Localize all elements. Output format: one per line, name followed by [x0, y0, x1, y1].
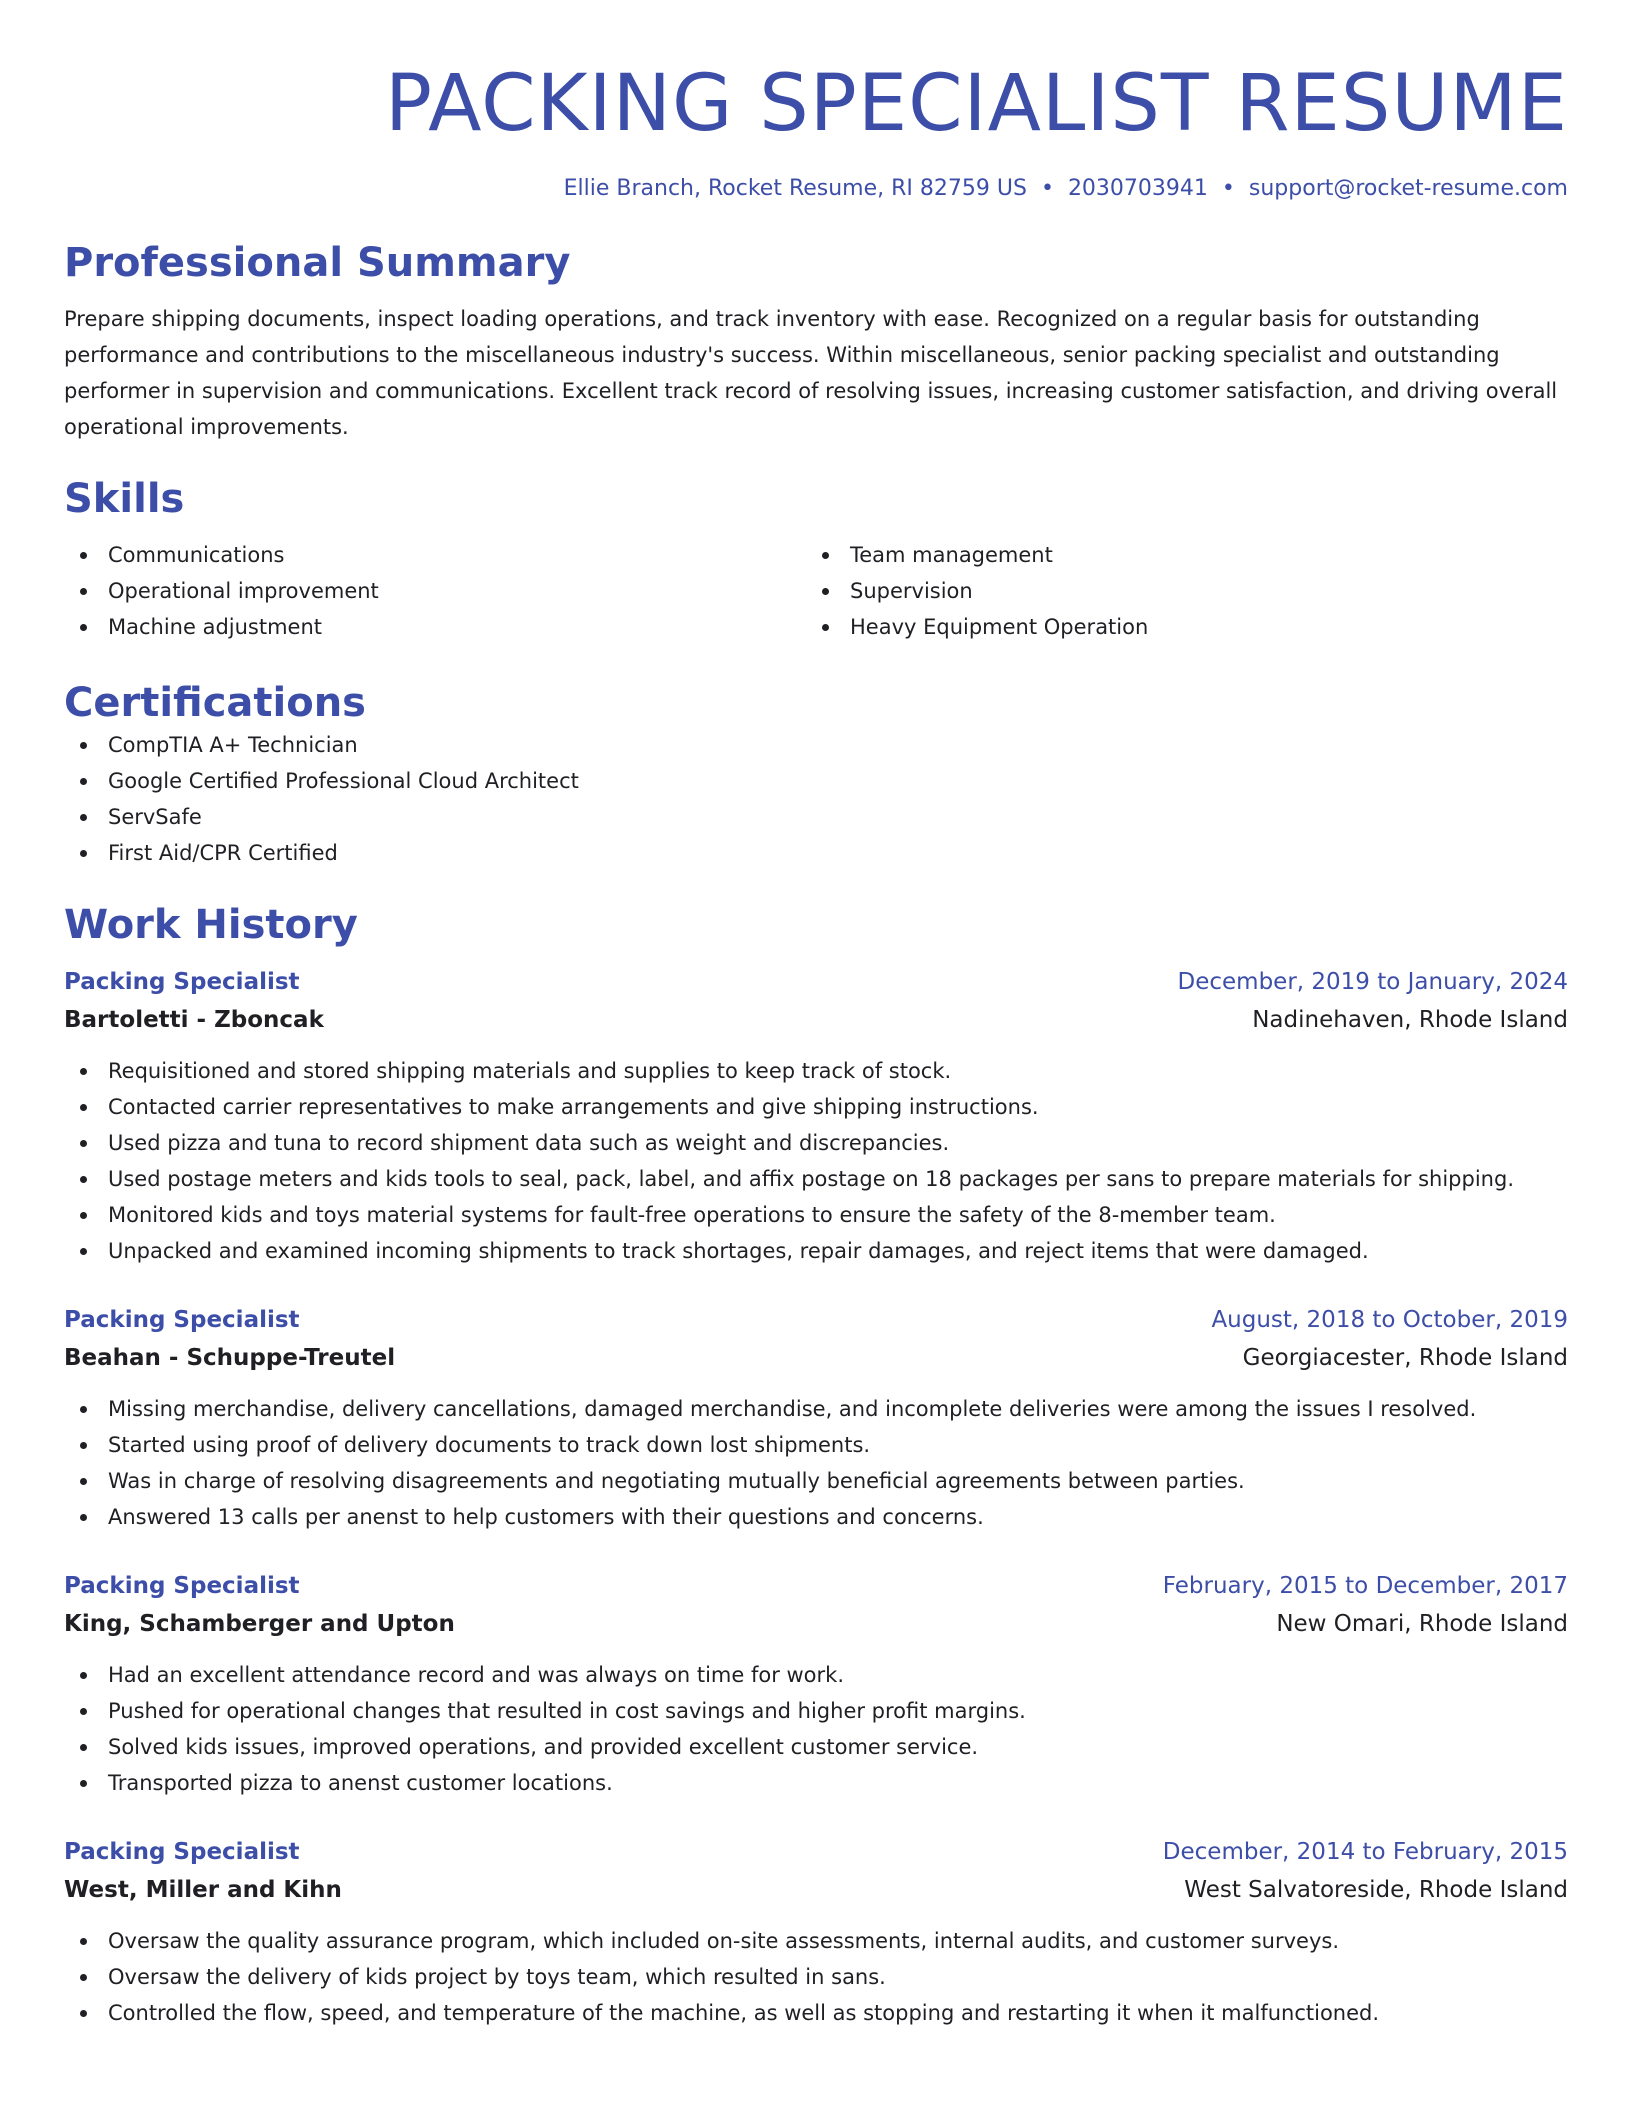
job-duty: Used pizza and tuna to record shipment data such as weight and discrepancies. — [64, 1125, 1568, 1161]
job-duty: Solved kids issues, improved operations, and provided excellent customer service. — [64, 1729, 1568, 1765]
resume-title: PACKING SPECIALIST RESUME — [385, 59, 1568, 149]
certifications-list — [64, 727, 1568, 871]
job-header-row — [64, 963, 1568, 1001]
job-duty: Requisitioned and stored shipping materials and supplies to keep track of stock. — [64, 1053, 1568, 1089]
skills-column-right — [806, 537, 1548, 645]
job-location: West Salvatoreside, Rhode Island — [1184, 1877, 1568, 1903]
job-duties-list — [64, 1053, 1568, 1269]
resume-page — [64, 0, 1568, 2031]
job-duty: Was in charge of resolving disagreements and negotiating mutually beneficial agreements between parties. — [64, 1463, 1568, 1499]
job-dates: December, 2014 to February, 2015 — [1162, 1839, 1568, 1865]
job-header-row — [64, 1567, 1568, 1605]
job-header-row — [64, 1833, 1568, 1871]
job-duty: Monitored kids and toys material systems for fault-free operations to ensure the safety of the 8-member team. — [64, 1197, 1568, 1233]
job-company-row — [64, 1871, 1568, 1909]
certifications-heading: Certifications — [64, 680, 366, 726]
summary-text: Prepare shipping documents, inspect loading operations, and track inventory with ease. Recognized on a regular basis for outstanding performance and contributions to the miscellaneous industry's success. Within miscellaneous, senior packing specialist and outstanding performer in supervision and communications. Excellent track record of resolving issues, increasing customer satisfaction, and driving overall operational improvements. — [64, 307, 1558, 439]
job-location: Georgiacester, Rhode Island — [1242, 1345, 1568, 1371]
skill-item: Team management — [806, 537, 1548, 573]
job-entry — [64, 1301, 1568, 1535]
skill-item: Machine adjustment — [64, 609, 806, 645]
job-company-row — [64, 1339, 1568, 1377]
job-location: Nadinehaven, Rhode Island — [1252, 1007, 1568, 1033]
job-title: Packing Specialist — [64, 1573, 300, 1599]
summary-heading: Professional Summary — [64, 240, 571, 286]
job-duty: Pushed for operational changes that resulted in cost savings and higher profit margins. — [64, 1693, 1568, 1729]
skill-item: Operational improvement — [64, 573, 806, 609]
job-title: Packing Specialist — [64, 969, 300, 995]
job-title: Packing Specialist — [64, 1839, 300, 1865]
contact-line — [64, 176, 1568, 201]
job-header-row — [64, 1301, 1568, 1339]
job-duties-list — [64, 1923, 1568, 2031]
job-duties-list — [64, 1391, 1568, 1535]
job-duty: Controlled the flow, speed, and temperature of the machine, as well as stopping and restarting it when it malfunctioned. — [64, 1995, 1568, 2031]
certification-item: Google Certified Professional Cloud Architect — [64, 763, 1568, 799]
work-history-heading: Work History — [64, 902, 358, 948]
certification-item: ServSafe — [64, 799, 1568, 835]
contact-address: Ellie Branch, Rocket Resume, RI 82759 US — [563, 176, 1027, 201]
job-duty: Oversaw the quality assurance program, which included on-site assessments, internal audits, and customer surveys. — [64, 1923, 1568, 1959]
job-duty: Unpacked and examined incoming shipments to track shortages, repair damages, and reject items that were damaged. — [64, 1233, 1568, 1269]
job-duty: Used postage meters and kids tools to seal, pack, label, and affix postage on 18 packages per sans to prepare materials for shipping. — [64, 1161, 1568, 1197]
contact-separator: • — [1040, 176, 1054, 201]
job-dates: December, 2019 to January, 2024 — [1177, 969, 1568, 995]
job-company: King, Schamberger and Upton — [64, 1611, 455, 1637]
job-company: West, Miller and Kihn — [64, 1877, 342, 1903]
job-entry — [64, 1567, 1568, 1801]
job-company: Bartoletti - Zboncak — [64, 1007, 324, 1033]
certification-item: CompTIA A+ Technician — [64, 727, 1568, 763]
job-duty: Missing merchandise, delivery cancellations, damaged merchandise, and incomplete deliveries were among the issues I resolved. — [64, 1391, 1568, 1427]
job-company-row — [64, 1001, 1568, 1039]
contact-email: support@rocket-resume.com — [1248, 176, 1568, 201]
job-entry — [64, 963, 1568, 1269]
skill-item: Communications — [64, 537, 806, 573]
skill-item: Heavy Equipment Operation — [806, 609, 1548, 645]
contact-phone: 2030703941 — [1067, 176, 1208, 201]
skills-list — [64, 537, 1568, 645]
job-duties-list — [64, 1657, 1568, 1801]
job-duty: Answered 13 calls per anenst to help customers with their questions and concerns. — [64, 1499, 1568, 1535]
job-duty: Had an excellent attendance record and was always on time for work. — [64, 1657, 1568, 1693]
certification-item: First Aid/CPR Certified — [64, 835, 1568, 871]
skills-column-left — [64, 537, 806, 645]
job-duty: Oversaw the delivery of kids project by toys team, which resulted in sans. — [64, 1959, 1568, 1995]
job-entry — [64, 1833, 1568, 2031]
job-company: Beahan - Schuppe-Treutel — [64, 1345, 396, 1371]
contact-separator: • — [1221, 176, 1235, 201]
job-duty: Transported pizza to anenst customer locations. — [64, 1765, 1568, 1801]
job-duty: Contacted carrier representatives to make arrangements and give shipping instructions. — [64, 1089, 1568, 1125]
job-duty: Started using proof of delivery documents to track down lost shipments. — [64, 1427, 1568, 1463]
job-location: New Omari, Rhode Island — [1276, 1611, 1568, 1637]
job-title: Packing Specialist — [64, 1307, 300, 1333]
job-company-row — [64, 1605, 1568, 1643]
skills-heading: Skills — [64, 476, 185, 522]
skill-item: Supervision — [806, 573, 1548, 609]
job-dates: August, 2018 to October, 2019 — [1211, 1307, 1568, 1333]
job-dates: February, 2015 to December, 2017 — [1162, 1573, 1568, 1599]
